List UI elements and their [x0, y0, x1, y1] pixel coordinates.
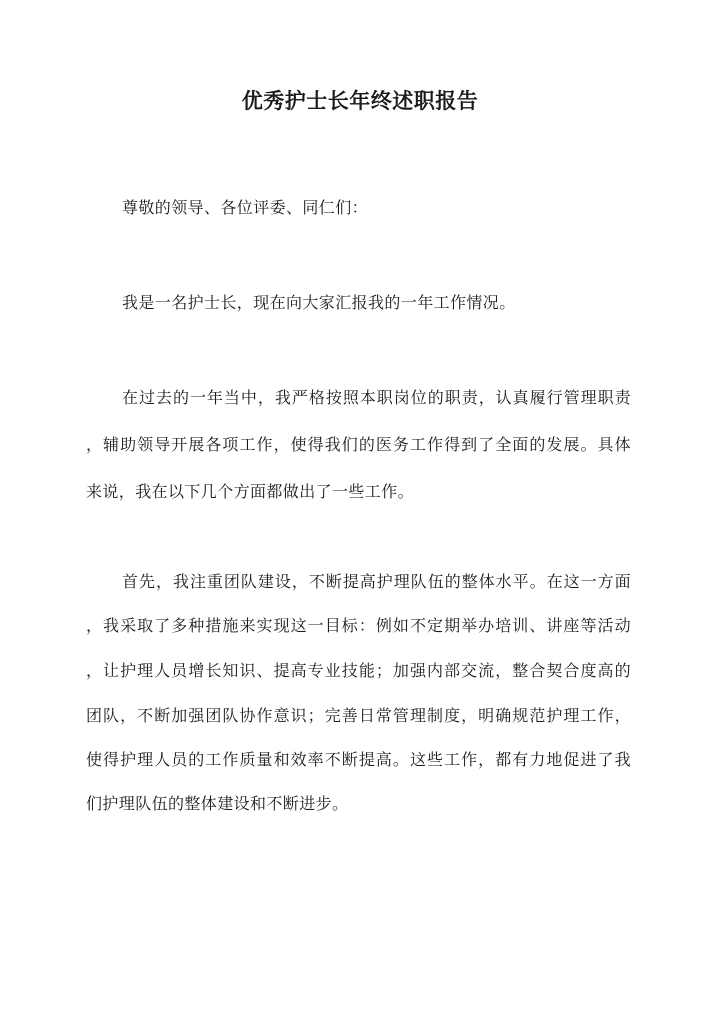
- paragraph-line: 来说，我在以下几个方面都做出了一些工作。: [86, 482, 415, 501]
- document-title: 优秀护士长年终述职报告: [241, 88, 479, 113]
- paragraph-line: 团队，不断加强团队协作意识；完善日常管理制度，明确规范护理工作，: [86, 706, 631, 725]
- paragraph-line: ，我采取了多种措施来实现这一目标：例如不定期举办培训、讲座等活动: [86, 616, 631, 635]
- paragraph-line: 使得护理人员的工作质量和效率不断提高。这些工作，都有力地促进了我: [86, 750, 631, 769]
- paragraph-line: 们护理队伍的整体建设和不断进步。: [86, 794, 349, 813]
- paragraph-line: ，辅助领导开展各项工作，使得我们的医务工作得到了全面的发展。具体: [86, 435, 631, 454]
- salutation-line: 尊敬的领导、各位评委、同仁们：: [122, 198, 369, 217]
- paragraph-line: 首先，我注重团队建设，不断提高护理队伍的整体水平。在这一方面: [122, 572, 631, 591]
- paragraph-line: ，让护理人员增长知识、提高专业技能；加强内部交流，整合契合度高的: [86, 661, 631, 680]
- paragraph-line: 在过去的一年当中，我严格按照本职岗位的职责，认真履行管理职责: [122, 388, 631, 407]
- intro-line: 我是一名护士长，现在向大家汇报我的一年工作情况。: [122, 293, 516, 312]
